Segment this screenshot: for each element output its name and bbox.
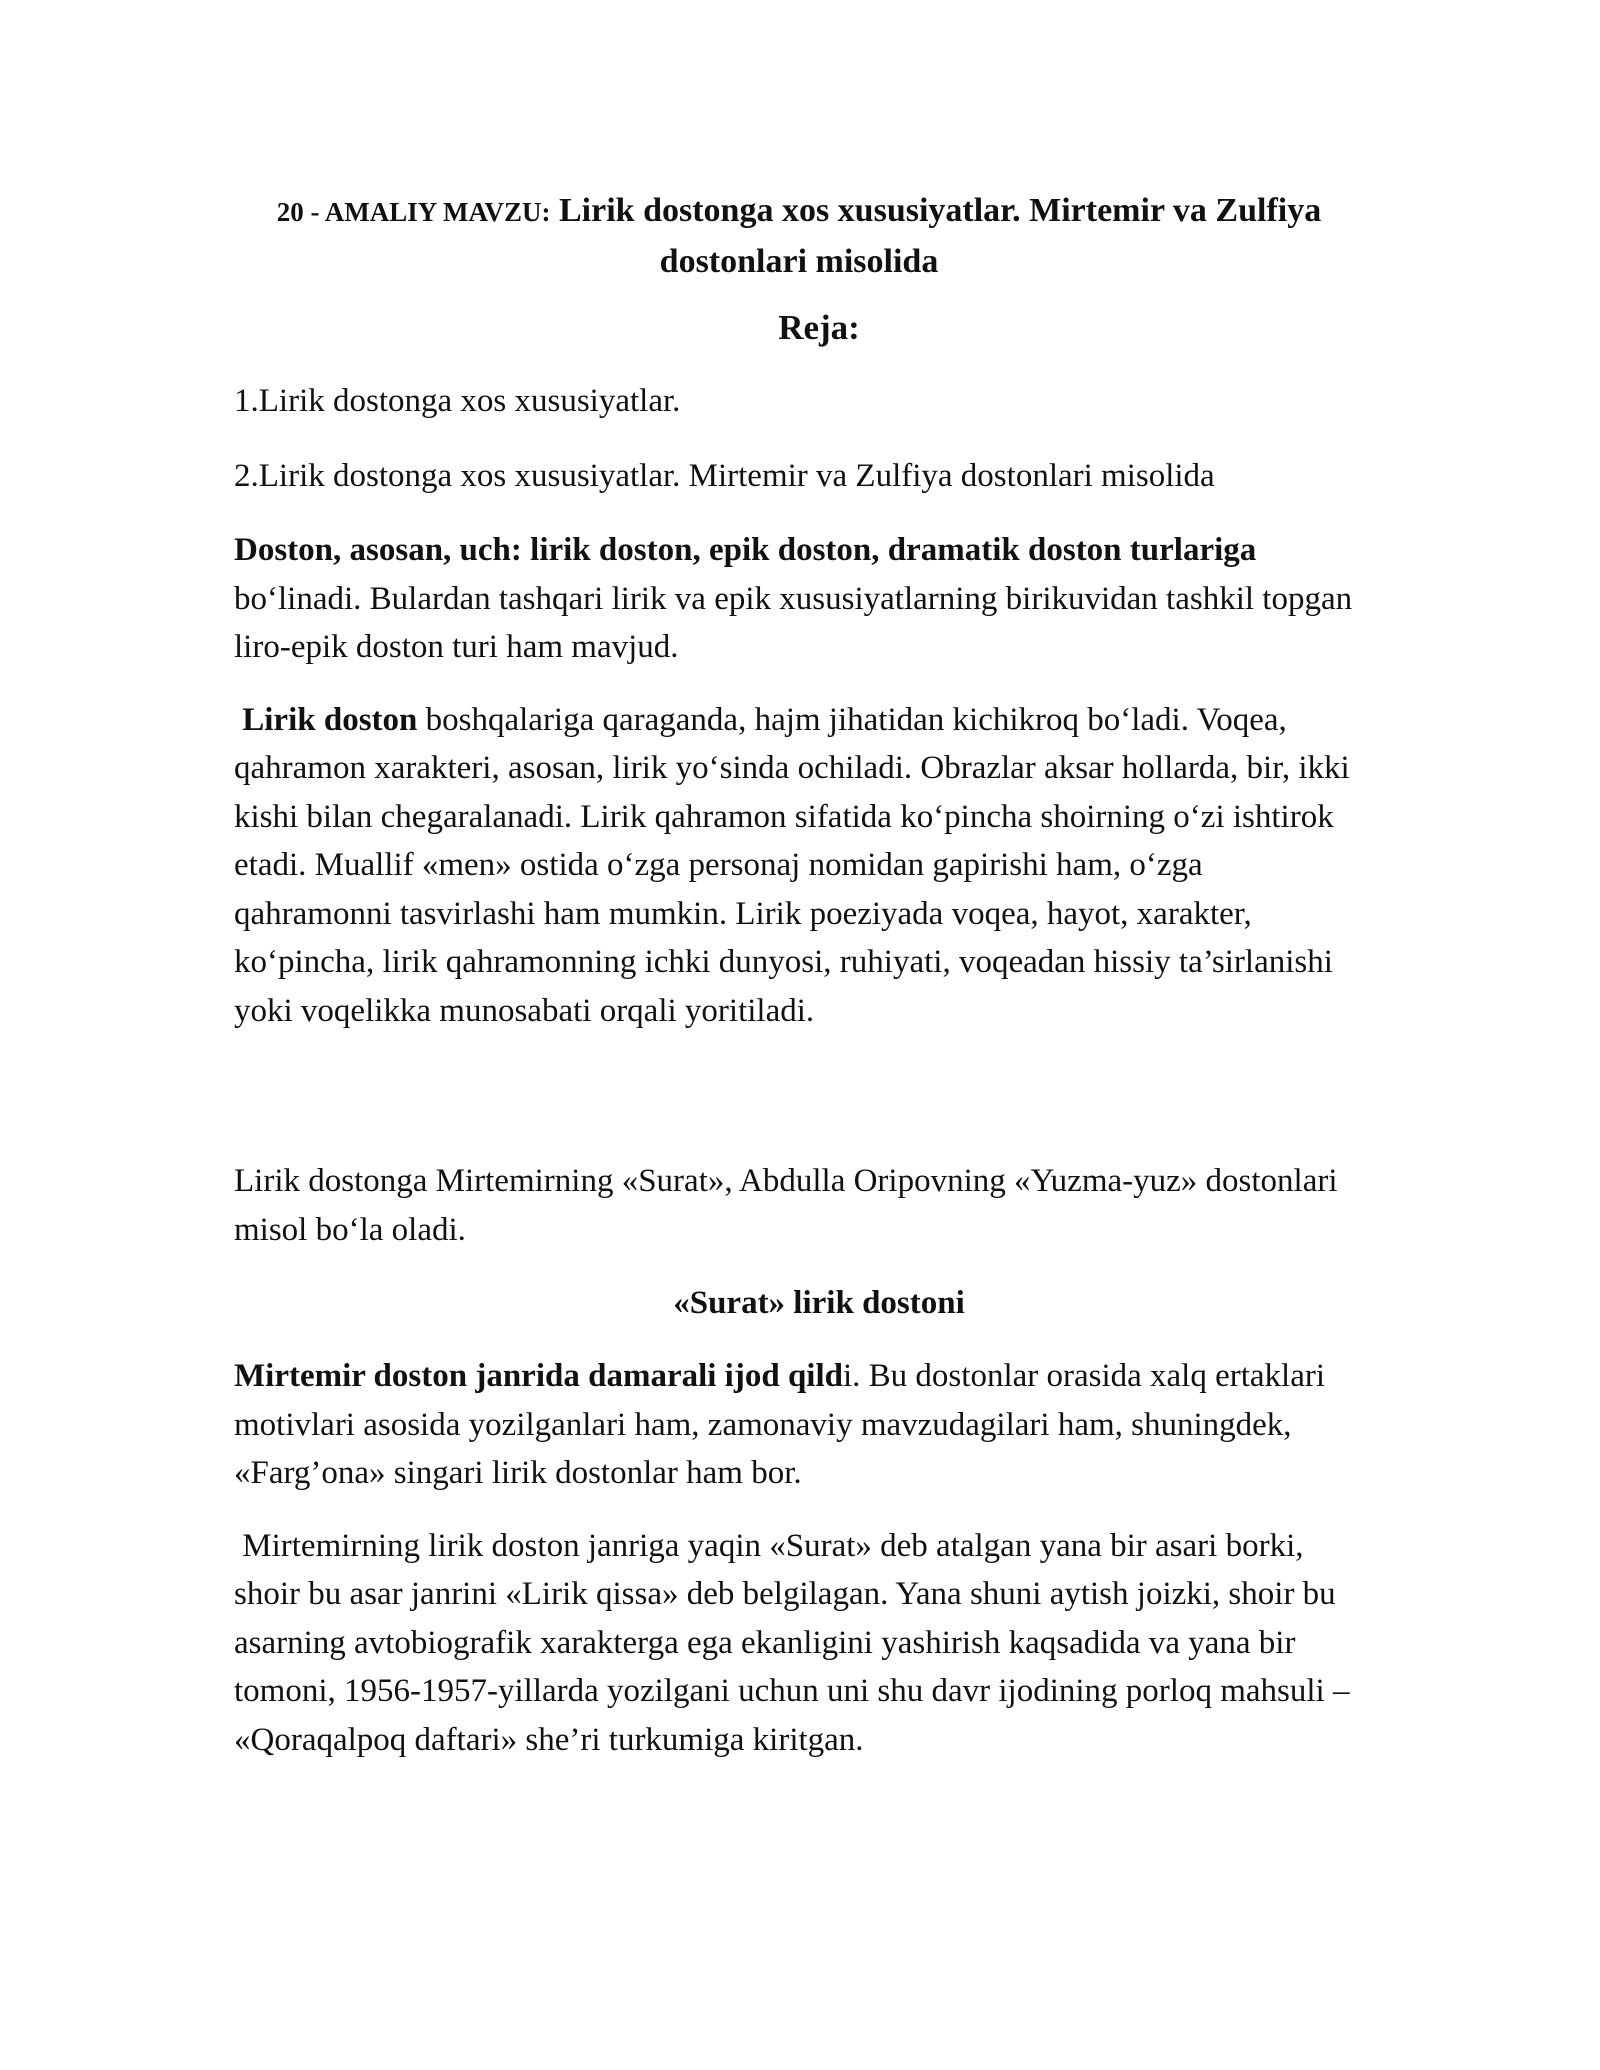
paragraph-doston-types-text: bo‘linadi. Bulardan tashqari lirik va epik xususiyatlarning birikuvidan tashkil topgan liro-epik doston turi ham mavjud.	[234, 580, 1353, 665]
plan-item-2: 2.Lirik dostonga xos xususiyatlar. Mirtemir va Zulfiya dostonlari misolida	[234, 457, 1215, 494]
paragraph-doston-types-bold: Doston, asosan, uch: lirik doston, epik doston, dramatik doston turlariga	[234, 532, 1257, 568]
paragraph-lirik-doston-bold: Lirik doston	[242, 701, 418, 738]
plan-heading: Reja:	[778, 308, 860, 347]
paragraph-doston-types	[234, 526, 1364, 672]
document-page	[234, 186, 1364, 1788]
title-prefix: 20 - AMALIY MAVZU:	[276, 197, 551, 227]
paragraph-examples: Lirik dostonga Mirtemirning «Surat», Abdulla Oripovning «Yuzma-yuz» dostonlari misol bo‘la oladi.	[234, 1163, 1338, 1248]
document-title	[234, 186, 1364, 287]
paragraph-lirik-doston-indent	[234, 702, 242, 738]
paragraph-mirtemir	[234, 1352, 1364, 1498]
paragraph-lirik-doston	[234, 696, 1364, 1036]
paragraph-mirtemir-text: i. Bu dostonlar orasida xalq ertaklari motivlari asosida yozilganlari ham, zamonaviy mavzudagilari ham, shuningdek, «Farg’ona» singari lirik dostonlar ham bor.	[234, 1358, 1326, 1491]
blank-gap	[234, 1059, 1364, 1157]
plan-item-1: 1.Lirik dostonga xos xususiyatlar.	[234, 383, 681, 419]
section-subheading: «Surat» lirik dostoni	[673, 1285, 965, 1321]
title-main: Lirik dostonga xos xususiyatlar. Mirtemir va Zulfiya dostonlari misolida	[550, 192, 1322, 280]
paragraph-lirik-doston-text: boshqalariga qaraganda, hajm jihatidan kichikroq bo‘ladi. Voqea, qahramon xarakteri, asosan, lirik yo‘sinda ochiladi. Obrazlar aksar hollarda, bir, ikki kishi bilan chegaralanadi. Lirik qahramon sifatida ko‘pincha shoirning o‘zi ishtirok etadi. Muallif «men» ostida o‘zga personaj nomidan gapirishi ham, o‘zga qahramonni tasvirlashi ham mumkin. Lirik poeziyada voqea, hayot, xarakter, ko‘pincha, lirik qahramonning ichki dunyosi, ruhiyati, voqeadan hissiy ta’sirlanishi yoki voqelikka munosabati orqali yoritiladi.	[234, 701, 1350, 1029]
paragraph-mirtemir-bold: Mirtemir doston janrida damarali ijod qild	[234, 1358, 843, 1394]
paragraph-surat: Mirtemirning lirik doston janriga yaqin «Surat» deb atalgan yana bir asari borki, shoir bu asar janrini «Lirik qissa» deb belgilagan. Yana shuni aytish joizki, shoir bu asarning avtobiografik xarakterga ega ekanligini yashirish kaqsadida va yana bir tomoni, 1956-1957-yillarda yozilgani uchun uni shu davr ijodining porloq mahsuli – «Qoraqalpoq daftari» she’ri turkumiga kiritgan.	[234, 1527, 1358, 1758]
